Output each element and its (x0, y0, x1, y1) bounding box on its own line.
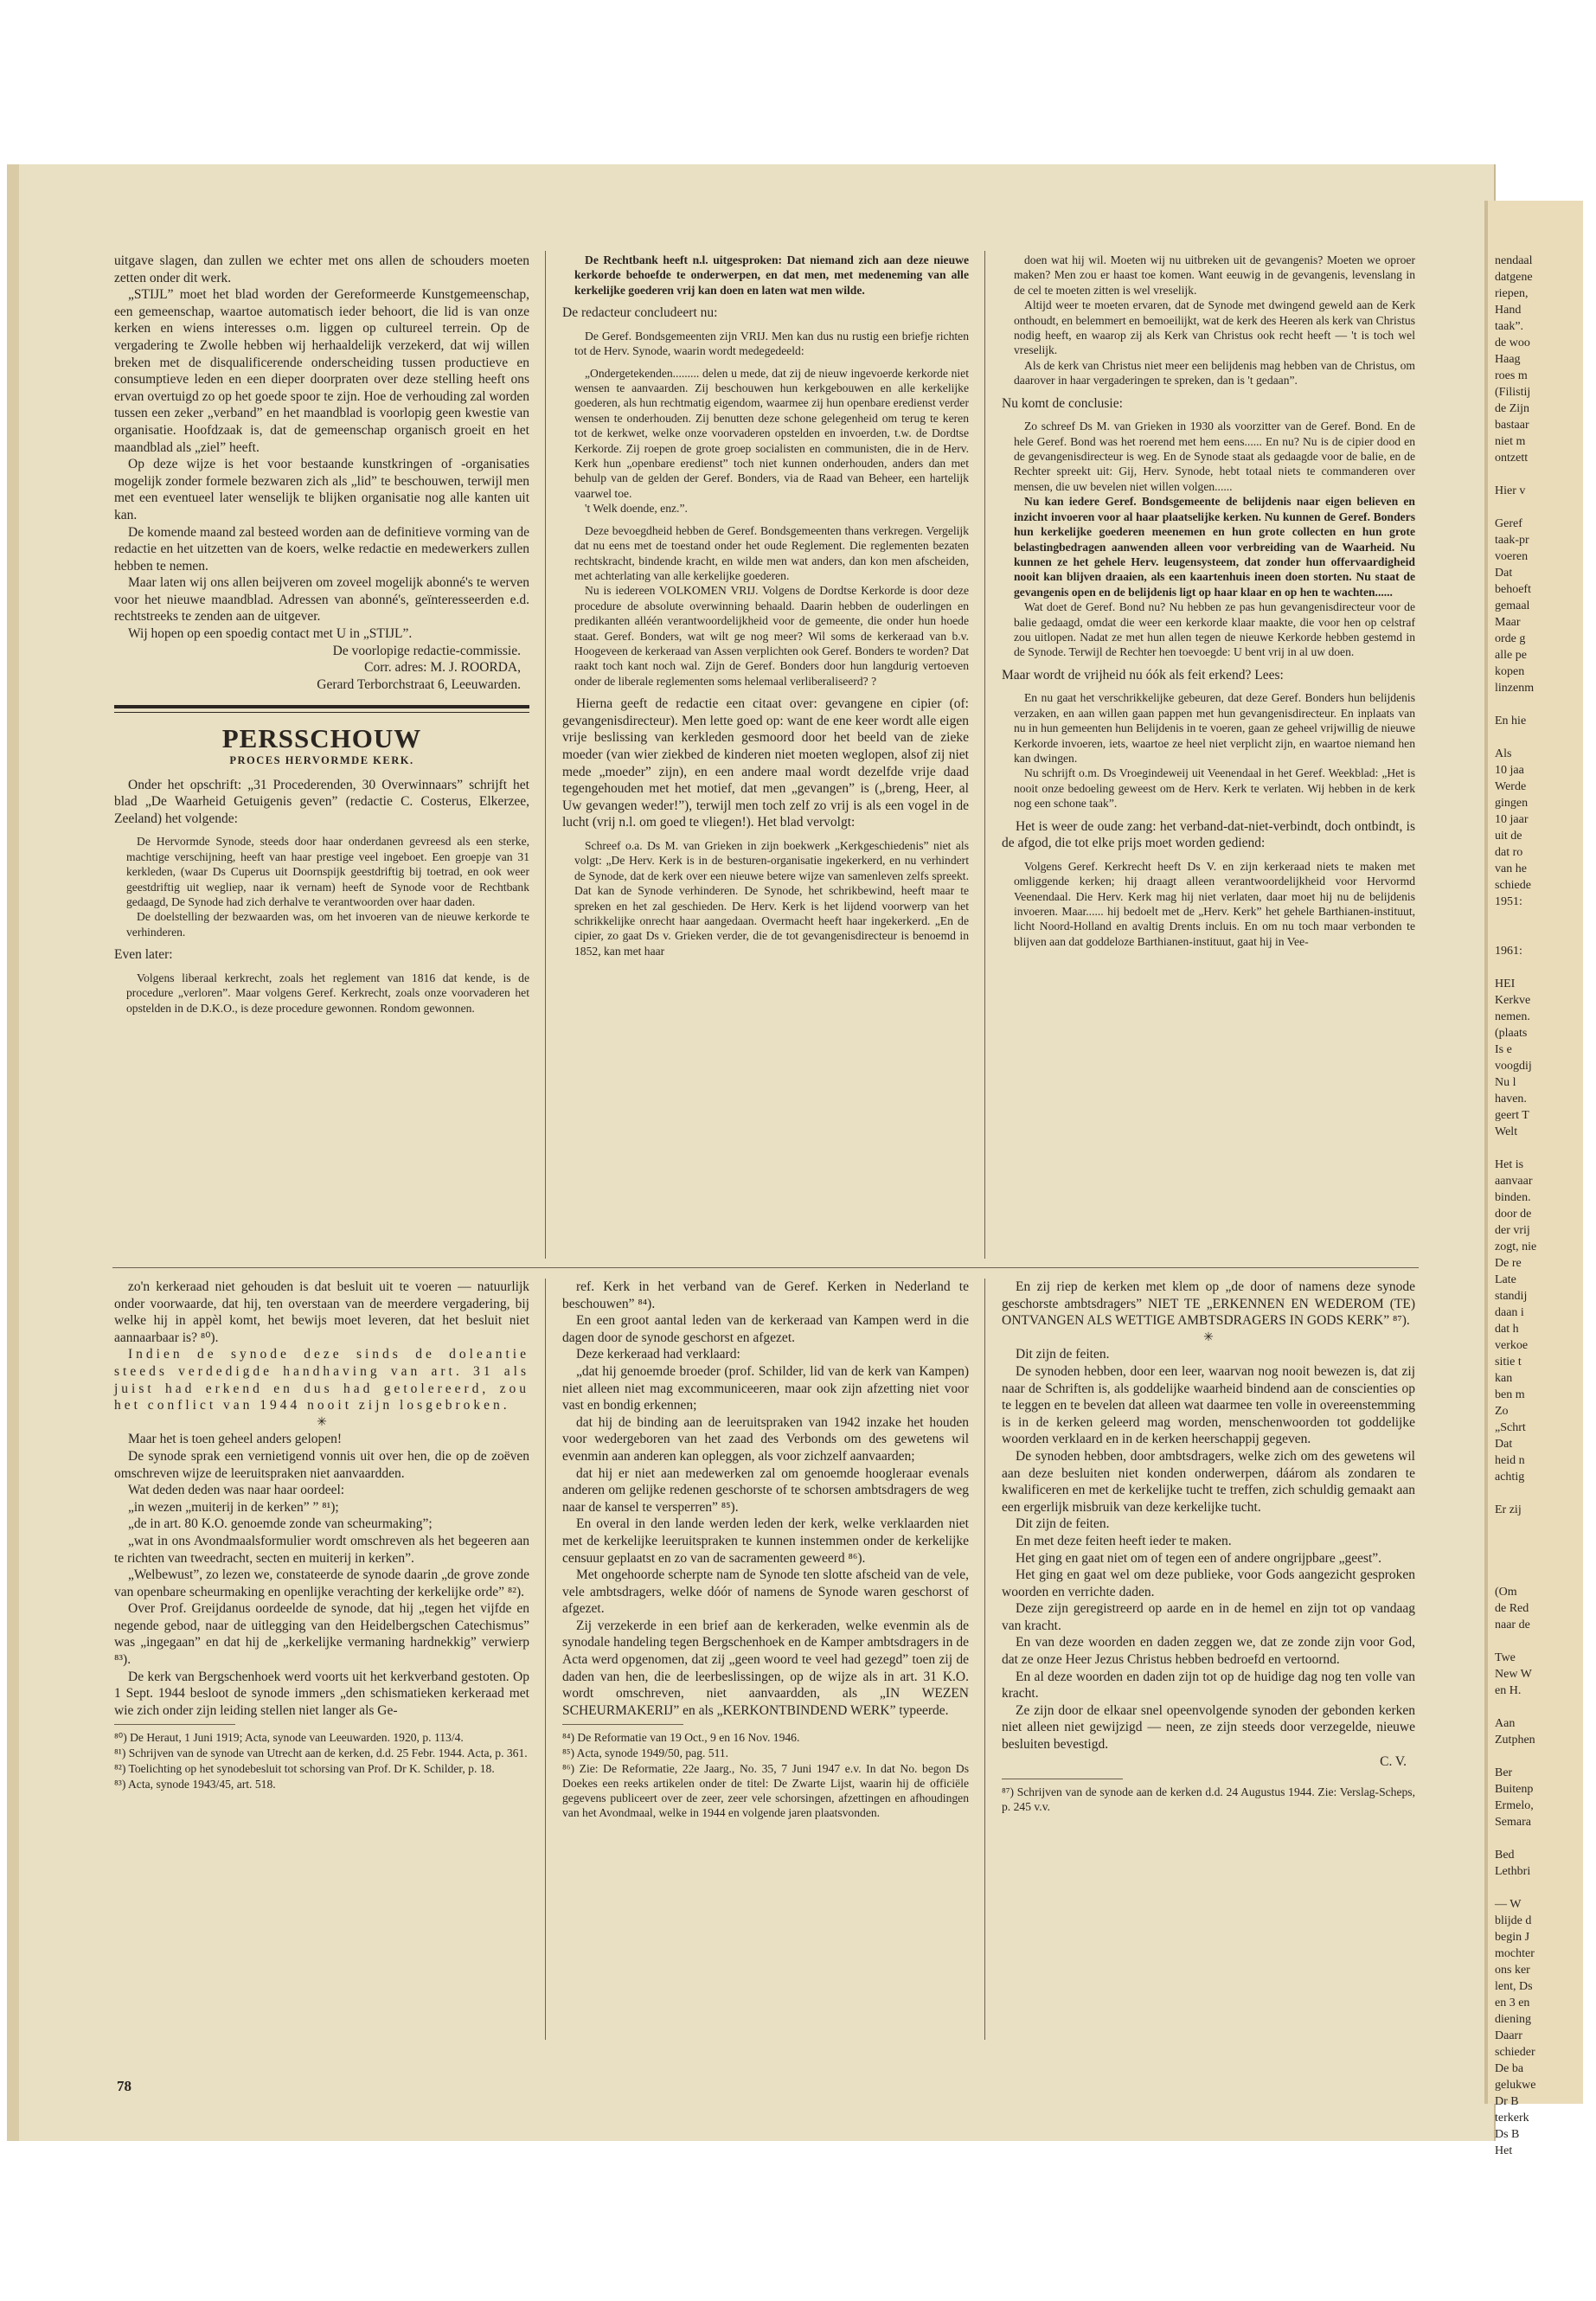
paragraph: En zij riep de kerken met klem op „de door of namens deze synode geschorste ambtsdragers” NIET TE „ERKENNEN EN WEDEROM (TE) ONTVANGEN ALS WETTIGE AMBTSDRAGERS IN GODS KERK” ⁸⁷). (1002, 1279, 1415, 1329)
edge-line: orde g (1495, 632, 1526, 645)
edge-line: ontzett (1495, 452, 1529, 465)
column-divider (984, 1279, 985, 2040)
edge-line: en H. (1495, 1684, 1522, 1697)
edge-line (1495, 1535, 1536, 1551)
edge-line: Nu l (1495, 1076, 1516, 1089)
edge-line (1495, 466, 1536, 483)
edge-line: ons ker (1495, 1964, 1530, 1977)
top-column-2 (562, 253, 969, 958)
paragraph: dat hij er niet aan medewerken zal om genoemde hoogleraar evenals anderen om gelijke redenen geschorste of te schorsen ambtsdragers de weg naar de kansel te versperren” ⁸⁵). (562, 1465, 969, 1515)
section-rule (114, 705, 529, 708)
footnote: ⁸²) Toelichting op het synodebesluit tot schorsing van Prof. Dr K. Schilder, p. 18. (114, 1762, 495, 1776)
signature-line: Gerard Terborchstraat 6, Leeuwarden. (317, 676, 521, 692)
quote-paragraph: Als de kerk van Christus niet meer een belijdenis mag hebben van de Christus, om daarover in haar vergaderingen te spreken, dan is 't gedaan”. (1014, 358, 1415, 388)
edge-line: nendaal (1495, 254, 1533, 267)
paragraph: Het is weer de oude zang: het verband-dat-niet-verbindt, doch ontbindt, is de afgod, die tot elke prijs moet worden gediend: (1002, 818, 1415, 851)
edge-line: nemen. (1495, 1010, 1530, 1023)
edge-line: heid n (1495, 1454, 1525, 1467)
paragraph: Maar laten wij ons allen beijveren om zoveel mogelijk abonné's te werven voor het nieuwe maandblad. Adressen van abonné's, geïnteresseerden e.d. rechtstreeks te zenden aan de uitgever. (114, 575, 529, 625)
signature: C. V. (1380, 1753, 1407, 1769)
edge-line: Ber (1495, 1766, 1513, 1779)
edge-line: 10 jaa (1495, 764, 1524, 777)
footnote: ⁸⁵) Acta, synode 1949/50, pag. 511. (562, 1747, 729, 1760)
paragraph: Nu komt de conclusie: (1002, 395, 1123, 411)
paragraph: Deze kerkeraad had verklaard: (576, 1347, 740, 1362)
edge-line: lent, Ds (1495, 1980, 1533, 1993)
edge-line: Dr B (1495, 2095, 1519, 2108)
edge-line: New W (1495, 1668, 1532, 1681)
edge-line (1495, 1140, 1536, 1157)
article-subheading: PROCES HERVORMDE KERK. (229, 754, 414, 767)
quote-paragraph: Schreef o.a. Ds M. van Grieken in zijn boekwerk „Kerkgeschiedenis” niet als volgt: „De Herv. Kerk is in de besturen-organisatie ingekerkerd, en nu verhindert de Synode, dat de kerk over een nieuwe betere wijze van samenleven zelfs spreekt. Dat kan de Synode verhinderen. De Synode, het schrikbewind, heeft maar te spreken en het zal geschieden. De Herv. Kerk is het lijdend voorwerp van het schrikkelijke onrecht haar aangedaan. Overmacht heeft haar ingekerkerd. „En de cipier, zo gaat Ds v. Grieken verder, die de tot gevangenisdirecteur is benoemd in 1852, kan met haar (574, 838, 969, 958)
quote-block (562, 329, 969, 689)
footnote: ⁸⁷) Schrijven van de synode aan de kerken d.d. 24 Augustus 1944. Zie: Verslag-Scheps, p. 245 v.v. (1002, 1785, 1415, 1814)
edge-line: aanvaar (1495, 1175, 1533, 1188)
edge-line: Er zij (1495, 1503, 1522, 1516)
paragraph: En met deze feiten heeft ieder te maken. (1016, 1533, 1232, 1548)
edge-line (1495, 696, 1536, 713)
edge-line: dat ro (1495, 846, 1523, 859)
edge-line (1495, 1551, 1536, 1567)
quote-paragraph: Altijd weer te moeten ervaren, dat de Synode met dwingend geweld aan de Kerk onthoudt, en belemmert en bemoeilijkt, wat de kerk des Heeren als kerk van Christus nodig heeft, en waarop zij als Kerk van Christus ook recht heeft — 't is toch wel vreselijk. (1014, 298, 1415, 357)
edge-line: (Filistij (1495, 386, 1531, 399)
footnote: ⁸⁴) De Reformatie van 19 Oct., 9 en 16 Nov. 1946. (562, 1731, 800, 1745)
paragraph: En al deze woorden en daden zijn tot op de huidige dag nog ten volle van kracht. (1002, 1669, 1415, 1702)
edge-line: HEI (1495, 977, 1516, 990)
edge-line: voogdij (1495, 1060, 1532, 1073)
paragraph: En een groot aantal leden van de kerkeraad van Kampen werd in die dagen door de synode geschorst en afgezet. (562, 1313, 969, 1345)
paragraph: uitgave slagen, dan zullen we echter met ons allen de schouders moeten zetten onder dit werk. (114, 253, 529, 285)
signature-line: De voorlopige redactie-commissie. (332, 643, 521, 658)
edge-line: Als (1495, 747, 1512, 760)
edge-line: Maar (1495, 616, 1521, 629)
edge-line: Twe (1495, 1651, 1516, 1664)
edge-line: linzenm (1495, 682, 1535, 695)
edge-line: standij (1495, 1290, 1528, 1303)
edge-line: gingen (1495, 797, 1529, 810)
paragraph: Deze zijn geregistreerd op aarde en in de hemel en zijn tot op vandaag van kracht. (1002, 1601, 1415, 1633)
edge-line (1495, 1699, 1536, 1715)
edge-line: gelukwe (1495, 2079, 1536, 2092)
separator-star: ✳ (1203, 1330, 1214, 1344)
top-column-1 (114, 253, 529, 1016)
quote-paragraph: De doelstelling der bezwaarden was, om het invoeren van de nieuwe kerkorde te verhinderen. (126, 910, 529, 939)
edge-line: schiede (1495, 879, 1531, 892)
paragraph: ref. Kerk in het verband van de Geref. Kerken in Nederland te beschouwen” ⁸⁴). (562, 1279, 969, 1311)
edge-line (1495, 910, 1536, 926)
edge-line: taak”. (1495, 320, 1524, 333)
footnotes (562, 1724, 683, 1725)
next-page-edge (1484, 201, 1583, 2157)
edge-line (1495, 1567, 1536, 1584)
edge-line: uit de (1495, 830, 1522, 843)
edge-line: Daarr (1495, 2029, 1522, 2042)
quote-paragraph: „Ondergetekenden......... delen u mede, dat zij de nieuw ingevoerde kerkorde niet wensen te aanvaarden. Zij beschouwen hun kerkgebouwen en alle kerkelijke goederen, als hun rechtmatig eigendom, waarmee zij hun openbare eredienst verder wensen te onderhouden. Zij benutten deze schone gelegenheid om terug te keren tot de kerkwet, welke onze voorvaderen opstelden en invoerden, t.w. de Dordtse Kerkorde. Zij roepen de grote groep socialisten en communisten, die in de Herv. Kerk hun „openbare eredienst” toch niet kunnen onderhouden, anders dan met behulp van de gelden der Geref. Bonders, via de Raad van Beheer, een hartelijk vaarwel toe. (574, 366, 969, 500)
edge-line: door de (1495, 1208, 1532, 1221)
edge-line: — W (1495, 1898, 1522, 1911)
quote-paragraph: Volgens liberaal kerkrecht, zoals het reglement van 1816 dat kende, is de procedure „verloren”. Maar volgens Geref. Kerkrecht, zoals onze voorvaderen het opstelden in de D.K.O., is deze procedure gewonnen. Rondom gewonnen. (126, 971, 529, 1015)
paragraph: Indien de synode deze sinds de doleantie steeds verdedigde handhaving van art. 31 als juist had erkend en dus had getolereerd, zou het conflict van 1944 nooit zijn losgebroken. (114, 1347, 529, 1413)
edge-line: bastaar (1495, 419, 1529, 432)
edge-line: kan (1495, 1372, 1513, 1385)
edge-line: riepen, (1495, 287, 1529, 300)
edge-line: begin J (1495, 1931, 1530, 1944)
quote-paragraph: doen wat hij wil. Moeten wij nu uitbreken uit de gevangenis? Moeten we oproer maken? Men zou er haast toe komen. Want eeuwig in de gevangenis, levenslang in de cel te moeten zitten is wel vreselijk. (1014, 253, 1415, 297)
paragraph: De komende maand zal besteed worden aan de definitieve vorming van de redactie en het uitzetten van de koers, welke redactie en medewerkers zullen hebben te nemen. (114, 524, 529, 574)
quote-paragraph: Nu schrijft o.m. Ds Vroegindeweij uit Veenendaal in het Geref. Weekblad: „Het is nooit onze bedoeling geweest om de Herv. Kerk te verlaten. Wij hebben in de kerk nog een schone taak”. (1014, 766, 1415, 811)
quote-paragraph: Nu is iedereen VOLKOMEN VRIJ. Volgens de Dordtse Kerkorde is door deze procedure de absolute overwinning behaald. Daarin hebben de ouderlingen en predikanten alléén verantwoordelijkheid voor de gemeente, die onder hun hoede staat. Geref. Bonders, wat wilt ge nog meer? Wil soms de kerkeraad van b.v. Hoogeveen de kerkeraad van Assen verplichten ook Geref. Bonders te worden? Dat raakt toch kant noch wal. Zijn de Geref. Bonders door hun langdurig vertoeven onder de liberale reglementen soms helemaal verliberaliseerd? ? (574, 584, 969, 688)
edge-line: Bed (1495, 1849, 1515, 1862)
edge-line: achtig (1495, 1471, 1525, 1484)
edge-line: Is e (1495, 1043, 1512, 1056)
quote-block (562, 838, 969, 958)
edge-line: Buitenp (1495, 1783, 1534, 1796)
footnote: ⁸⁰) De Heraut, 1 Juni 1919; Acta, synode van Leeuwarden. 1920, p. 113/4. (114, 1731, 464, 1745)
paragraph: De synode sprak een vernietigend vonnis uit over hen, die op de zoëven omschreven wijze de leeruitspraken niet aanvaardden. (114, 1448, 529, 1481)
edge-line: taak-pr (1495, 534, 1529, 547)
edge-line: Semara (1495, 1816, 1531, 1829)
paragraph: Wat deden deden was naar haar oordeel: (128, 1483, 345, 1498)
column-divider (545, 251, 546, 1259)
edge-line: van he (1495, 862, 1527, 875)
edge-line: der vrij (1495, 1224, 1530, 1237)
paragraph: „Welbewust”, zo lezen we, constateerde de synode daarin „de grove zonde van openbare scheurmaking en openlijke verachting der kerkelijke orde” ⁸²). (114, 1567, 529, 1599)
quote-paragraph: Zo schreef Ds M. van Grieken in 1930 als voorzitter van de Geref. Bond. En de hele Geref. Bond was het roerend met hem eens...... En nu? Nu is de cipier dood en de gevangenisdirecteur is weg. En de Synode staat als gedaagde voor de balie, en de Rechter spreekt uit: Gij, Herv. Synode, hebt totaal niets te commanderen over mensen, die uw bevelen niet willen volgen...... (1014, 420, 1415, 493)
edge-line (1495, 1485, 1536, 1502)
edge-line: terkerk (1495, 2112, 1529, 2125)
footnote: ⁸³) Acta, synode 1943/45, art. 518. (114, 1778, 276, 1791)
edge-line: naar de (1495, 1618, 1530, 1631)
edge-line: De re (1495, 1257, 1522, 1270)
edge-line: „Schrt (1495, 1421, 1526, 1434)
paragraph: Onder het opschrift: „31 Procederenden, 30 Overwinnaars” schrijft het blad „De Waarheid Getuigenis geven” (redactie C. Costerus, Elkerzee, Zeeland) het volgende: (114, 777, 529, 826)
edge-line: en 3 en (1495, 1997, 1530, 2009)
edge-line: gemaal (1495, 599, 1530, 612)
edge-line: haven. (1495, 1093, 1527, 1106)
paragraph: Maar wordt de vrijheid nu óók als feit erkend? Lees: (1002, 667, 1284, 683)
edge-line: De ba (1495, 2062, 1524, 2075)
paragraph: Zij verzekerde in een brief aan de kerkeraden, welke evenmin als de synodale handeling tegen Bergschenhoek en de Kamper ambtsdragers in de Acta werd opgenomen, dat zij „geen woord te veel had gezegd” toen zij de daden van hen, die de leerbeslissingen, op de wijze als in art. 31 K.O. wordt omschreven, niet aanvaardden, als „IN WEZEN SCHEURMAKERIJ” en als „KERKONTBINDEND WERK” typeerde. (562, 1618, 969, 1718)
footnotes (114, 1724, 235, 1725)
edge-line (1495, 926, 1536, 943)
edge-line: Aan (1495, 1717, 1516, 1730)
edge-line: verkoe (1495, 1339, 1529, 1352)
edge-line (1495, 1830, 1536, 1847)
edge-line: geert T (1495, 1109, 1529, 1122)
edge-line: Kerkve (1495, 994, 1531, 1007)
edge-line: de woo (1495, 336, 1530, 349)
edge-line: behoeft (1495, 583, 1531, 596)
quote-paragraph: 't Welk doende, enz.”. (585, 502, 688, 516)
edge-line: Welt (1495, 1125, 1518, 1138)
paragraph: Het ging en gaat niet om of tegen een of andere ongrijpbare „geest”. (1016, 1550, 1382, 1566)
edge-line: ben m (1495, 1388, 1525, 1401)
paragraph: „STIJL” moet het blad worden der Gereformeerde Kunstgemeenschap, een gemeenschap, waartoe automatisch ieder behoort, die lid is van onze kerken en wiens interesses o.m. liggen op cultureel terrein. Op de vergadering te Zwolle hebben wij herhaaldelijk verzekerd, dat wij willen breken met de disqualificerende onderscheiding tussen productieve en consumptieve leden en een dieper doorpraten over deze stelling heeft ons ervan overtuigd zo op het goede spoor te zijn. Hoe de verhouding zal worden tussen een zeker „verband” en het maandblad is voorlopig geen kwestie van organisatie. Hoofdzaak is, dat de gemeenschap organisch groeit en het maandblad als „ziel” heeft. (114, 287, 529, 455)
quote-paragraph: Volgens Geref. Kerkrecht heeft Ds V. en zijn kerkeraad niets te maken met omliggende kerken; hij draagt alleen verantwoordelijkheid voor Hervormd Veenendaal. Die Herv. Kerk mag hij niet verlaten, daar moet hij nu de belijdenis invoeren. Maar...... hij bedoelt met de „Herv. Kerk” het gehele Barthianen-instituut, licht Noord-Holland en avaltig Drents incluis. En om nu toch maar verbonden te blijven aan dat goddeloze Barthianen-instituut, gaat hij in Vee- (1014, 859, 1415, 948)
paragraph: „in wezen „muiterij in de kerken” ” ⁸¹); (128, 1499, 339, 1515)
edge-line: dat h (1495, 1323, 1519, 1336)
paragraph: Dit zijn de feiten. (1016, 1516, 1110, 1532)
edge-line: Hand (1495, 304, 1522, 317)
quote-paragraph: De Rechtbank heeft n.l. uitgesproken: Dat niemand zich aan deze nieuwe kerkorde behoefde te onderwerpen, en dat men, met medeneming van alle kerkelijke goederen vrij kan doen en laten wat men wilde. (574, 253, 969, 297)
edge-line: (Om (1495, 1586, 1517, 1599)
edge-line: Zo (1495, 1405, 1509, 1418)
top-column-3 (1002, 253, 1415, 949)
signature-line: Corr. adres: M. J. ROORDA, (364, 660, 521, 676)
edge-line: Ermelo, (1495, 1799, 1534, 1812)
paragraph: Met ongehoorde scherpte nam de Synode ten slotte afscheid van de vele, vele ambtsdragers, welke dóór of namens de Synode waren geschorst of afgezet. (562, 1567, 969, 1617)
footnote: ⁸⁶) Zie: De Reformatie, 22e Jaarg., No. 35, 7 Juni 1947 e.v. In dat No. begon Ds Doekes een reeks artikelen onder de titel: De Zwarte Lijst, waarin hij de officiële gegevens publiceert over de zeer, zeer vele schorsingen, afzettingen en afhoudingen van het Avondmaal, welke in 1944 en volgende jaren plaatsvonden. (562, 1762, 969, 1820)
next-page-edge-text (1495, 253, 1536, 2159)
paragraph: De synoden hebben, door een leer, waarvan nog nooit bewezen is, dat zij naar de Schriften is, als goddelijke waarheid bindend aan de conscienties op te leggen en te bevelen dat alleen wat daarmee ten volle in overeenstemming is in de kerken geleerd mag worden, menschenwoorden tot goddelijke woorden verklaard en in de kerken heerschappij gegeven. (1002, 1363, 1415, 1447)
paragraph: Maar het is toen geheel anders gelopen! (128, 1432, 343, 1447)
edge-line: 10 jaar (1495, 813, 1529, 826)
section-heading: PERSSCHOUW (221, 723, 422, 754)
edge-line: Lethbri (1495, 1865, 1531, 1878)
paragraph: Ze zijn door de elkaar snel opeenvolgende synoden der gebonden kerken niet alleen niet gewijzigd — neen, ze zijn steeds door verzegelde, nieuwe besluiten bevestigd. (1002, 1702, 1415, 1753)
paragraph: Wij hopen op een spoedig contact met U in „STIJL”. (128, 626, 413, 642)
section-rule (114, 712, 529, 713)
edge-line: Dat (1495, 567, 1513, 580)
edge-line: kopen (1495, 665, 1525, 678)
edge-line: Geref (1495, 517, 1522, 530)
edge-line: Het is (1495, 1158, 1524, 1171)
section-divider (112, 1267, 1419, 1268)
quote-paragraph: Wat doet de Geref. Bond nu? Nu hebben ze pas hun gevangenisdirecteur voor de balie gedaagd, omdat die weer een kerkorde klaar maakte, die voor hen op celstraf zou uitlopen. Nadat ze met hun allen tegen de nieuwe Kerkorde hebben gestemd in de Synode. Terwijl de Rechter hen toevoegde: U bent vrij in al uw doen. (1014, 600, 1415, 659)
edge-line: Werde (1495, 780, 1527, 793)
paragraph: De redacteur concludeert nu: (562, 305, 718, 321)
edge-line: Haag (1495, 353, 1521, 366)
paragraph: „wat in ons Avondmaalsformulier wordt omschreven als het begeeren aan te richten van tweedracht, secten en muiterij in kerken”. (114, 1533, 529, 1566)
edge-line: blijde d (1495, 1914, 1532, 1927)
edge-line: Dat (1495, 1438, 1513, 1451)
edge-line: voeren (1495, 550, 1529, 563)
paragraph: Hierna geeft de redactie een citaat over: gevangene en cipier (of: gevangenisdirecteur). Men lette goed op: want de ene keer wordt alle eigen vrije beslissing van kerkleden gesmoord door het beeld van de zieke moeder (van wier ziekbed de kinderen niet moeten weglopen, alsof zij niet mede „moeder” zijn), en een andere maal wordt dezelfde vrije daad tegengehouden met het motief, dat men „gevangen” is („breng, Heer, al Uw gevangen weder!”), terwijl men toch zelf zo vrij is als een vogel in de lucht (vrij n.l. om goed te vliegen!). Het blad vervolgt: (562, 696, 969, 830)
edge-line: mochter (1495, 1947, 1535, 1960)
edge-line: Het (1495, 2144, 1513, 2157)
paragraph: Het ging en gaat wel om deze publieke, voor Gods aangezicht gesproken woorden en verrichte daden. (1002, 1567, 1415, 1599)
edge-line: binden. (1495, 1191, 1531, 1204)
bottom-column-2 (562, 1279, 969, 1821)
edge-line (1495, 959, 1536, 976)
column-divider (545, 1279, 546, 2040)
footnote: ⁸¹) Schrijven van de synode van Utrecht aan de kerken, d.d. 25 Febr. 1944. Acta, p. 361. (114, 1747, 528, 1760)
paragraph: Op deze wijze is het voor bestaande kunstkringen of -organisaties mogelijk zonder formele bezwaren zich als „lid” te beschouwen, terwijl men met een eventueel later wenselijk te blijken organisatie nog alle kanten uit kan. (114, 457, 529, 522)
paragraph: „dat hij genoemde broeder (prof. Schilder, lid van de kerk van Kampen) niet alleen niet mag excommuniceeren, maar ook zijn afzetting niet voor vast en bondig erkennen; (562, 1363, 969, 1413)
quote-paragraph: De Hervormde Synode, steeds door haar onderdanen gevreesd als een sterke, machtige verschijning, heeft van haar prestige veel ingeboet. Een groepje van 31 kerkleden, (waar Ds Cuperus uit Doornspijk geestdriftig bij toetrad, en ook weer geestdriftig uit wegliep, naar ik vernam) heeft de Synode voor de Rechtbank gedaagd, De Synode had zich derhalve te verantwoorden over haar daden. (126, 835, 529, 909)
paragraph: Even later: (114, 947, 173, 963)
quote-block (114, 971, 529, 1016)
edge-line: Zutphen (1495, 1734, 1535, 1747)
quote-block (1002, 253, 1415, 388)
edge-line (1495, 1748, 1536, 1765)
bottom-column-1 (114, 1279, 529, 1792)
edge-line: sitie t (1495, 1356, 1522, 1368)
paragraph: De kerk van Bergschenhoek werd voorts uit het kerkverband gestoten. Op 1 Sept. 1944 besloot de synode immers „den schismatieken kerkeraad met wie zich onder zijn leiding stellen niet langer als Ge- (114, 1669, 529, 1718)
bottom-column-3 (1002, 1279, 1415, 1815)
edge-line: 1961: (1495, 945, 1522, 958)
edge-line: 1951: (1495, 895, 1522, 908)
edge-line: diening (1495, 2013, 1531, 2026)
column-divider (984, 251, 985, 1259)
quote-block (1002, 859, 1415, 949)
paragraph: En van deze woorden en daden zeggen we, dat ze zonde zijn voor God, dat ze onze Heer Jezus Christus hebben bedroefd en vertoornd. (1002, 1635, 1415, 1668)
quote-paragraph: En nu gaat het verschrikkelijke gebeuren, dat deze Geref. Bonders hun belijdenis verzaken, en aan willen gaan pappen met hun gevangenisdirecteur. En inplaats van nu in hun gemeenten hun Belijdenis in te voeren, gaan ze geheel vrijwillig de nieuwe Kerkorde invoeren, iets, waartoe ze heel niet verplicht zijn, en waartoe niemand hen kan dwingen. (1014, 691, 1415, 765)
edge-line: roes m (1495, 369, 1528, 382)
quote-paragraph: Deze bevoegdheid hebben de Geref. Bondsgemeenten thans verkregen. Vergelijk dat nu eens met de toestand onder het oude Reglement. Die reglementen bezaten rechtskracht, bindende kracht, en wilde men wat anders, dan kon men afscheiden, met achterlating van alle kerkelijke goederen. (574, 523, 969, 582)
quote-block (1002, 419, 1415, 660)
quote-paragraph: De Geref. Bondsgemeenten zijn VRIJ. Men kan dus nu rustig een briefje richten tot de Herv. Synode, waarin wordt medegedeeld: (574, 329, 969, 358)
edge-line: En hie (1495, 715, 1527, 727)
paragraph: Over Prof. Greijdanus oordeelde de synode, dat hij „tegen het vijfde en negende gebod, naar de uitlegging van den Heidelbergschen Catechismus” was „ingegaan” en dat hij de „kerkelijke vermaning hardnekkig” verwierp ⁸³). (114, 1601, 529, 1668)
edge-line (1495, 499, 1536, 516)
footnotes (114, 1730, 529, 1791)
edge-line: niet m (1495, 435, 1526, 448)
edge-line: zogt, nie (1495, 1240, 1537, 1253)
quote-block (1002, 690, 1415, 811)
edge-line (1495, 729, 1536, 746)
edge-line: alle pe (1495, 649, 1527, 662)
paragraph: En overal in den lande werden leden der kerk, welke verklaarden niet met de kerkelijke leeruitspraken te kunnen instemmen onder de kerkelijke censuur geplaatst en zo van de sacramenten geweerd ⁸⁶). (562, 1516, 969, 1566)
paragraph: Dit zijn de feiten. (1016, 1347, 1110, 1362)
paragraph: De synoden hebben, door ambtsdragers, welke zich om des gewetens wil aan deze besluiten niet konden onderwerpen, dáárom als zondaren te kwalificeren en met de kerkelijke tucht te treffen, zich schuldig gemaakt aan een ergerlijk misbruik van deze kerkelijke tucht. (1002, 1448, 1415, 1515)
edge-line: datgene (1495, 271, 1533, 284)
edge-line: de Zijn (1495, 402, 1530, 415)
footnotes (562, 1730, 969, 1820)
edge-line: (plaats (1495, 1027, 1528, 1040)
edge-line (1495, 1880, 1536, 1896)
paragraph: dat hij de binding aan de leeruitspraken van 1942 inzake het houden voor wedergeboren van het zaad des Verbonds om des gewetens wil evenmin aan anderen kan opleggen, als voor zichzelf aanvaarden; (562, 1414, 969, 1464)
edge-line: Late (1495, 1273, 1516, 1286)
edge-line (1495, 1633, 1536, 1650)
footnotes (1002, 1785, 1415, 1814)
quote-paragraph: Nu kan iedere Geref. Bondsgemeente de belijdenis naar eigen believen en inzicht invoeren voor al haar plaatselijke kerken. Nu kunnen de Geref. Bonders hun kerkelijke goederen meenemen en hun grote collecten en hun grote belastingbedragen aanwenden alleen voor verbreiding van de Waarheid. Nu kunnen ze het gehele Herv. leugensysteem, dat zonder hun offervaardigheid nooit kan blijven draaien, als een kaartenhuis ineen doen storten. Nu staat de gevangenis open en de belijdenis ligt op haar klaar en op hen te wachten...... (1014, 495, 1415, 599)
page-number: 78 (117, 2078, 131, 2094)
quote-block (114, 834, 529, 939)
edge-line: schieder (1495, 2046, 1535, 2059)
edge-line: Ds B (1495, 2128, 1520, 2141)
paragraph: zo'n kerkeraad niet gehouden is dat besluit uit te voeren — natuurlijk onder voorwaarde, dat hij, ten overstaan van de meerdere vergadering, bij welke hij in appèl komt, het bewijs moet leveren, dat het besluit niet aannaarbaar is? ⁸⁰). (114, 1279, 529, 1345)
edge-line: Hier v (1495, 484, 1526, 497)
edge-line: daan i (1495, 1306, 1524, 1319)
quote-block (562, 253, 969, 298)
paragraph: „de in art. 80 K.O. genoemde zonde van scheurmaking”; (128, 1516, 433, 1532)
edge-line: de Red (1495, 1602, 1529, 1615)
edge-line (1495, 1518, 1536, 1535)
separator-star: ✳ (317, 1415, 327, 1429)
